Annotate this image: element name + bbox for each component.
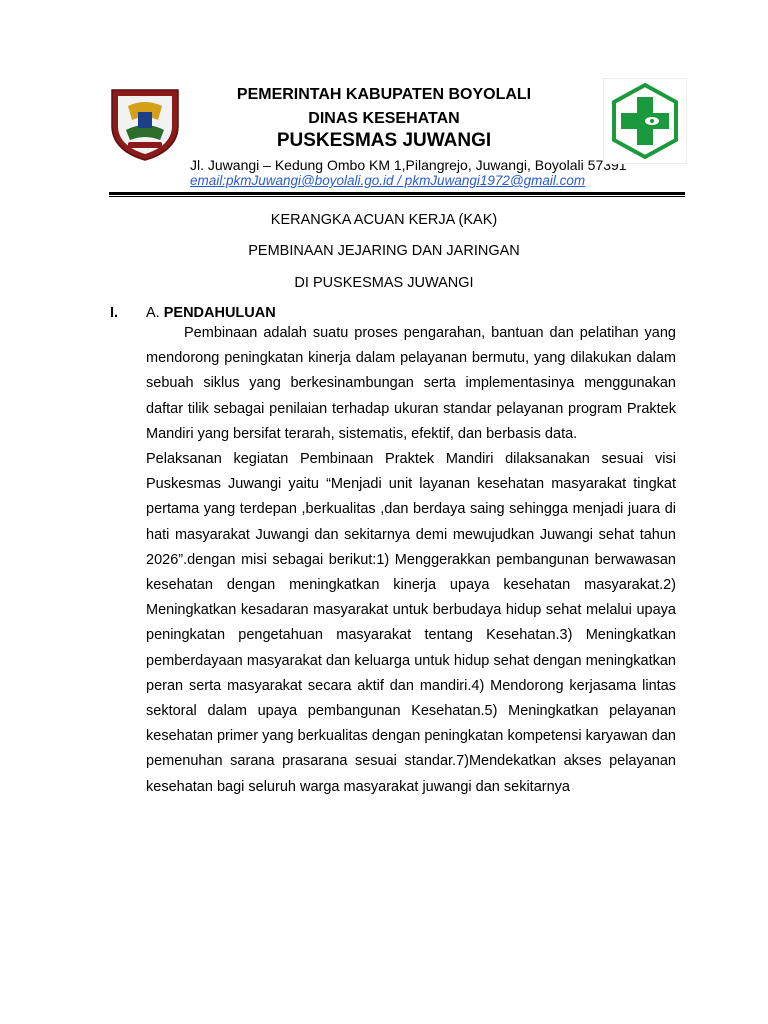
doc-subtitle: PEMBINAAN JEJARING DAN JARINGAN xyxy=(248,243,520,259)
letterhead-department: DINAS KESEHATAN xyxy=(308,110,460,127)
letterhead-rule-thick xyxy=(109,192,685,195)
section-number: I. xyxy=(110,305,119,321)
puskesmas-logo xyxy=(603,78,687,164)
paragraph-implementation: Pelaksanan kegiatan Pembinaan Praktek Mandiri dilaksanakan sesuai visi Puskesmas Juwangi yaitu “Menjadi unit layanan kesehatan masyarakat tingkat pertama yang terdepan ,berkualitas ,dan berdaya saing sehingga menjadi juara di hati masyarakat Juwangi dan sekitarnya demi mewujudkan Juwangi sehat tahun 2026”.dengan misi sebagai berikut:1) Menggerakkan pembangunan berwawasan kesehatan dengan meningkatkan kinerja upaya kesehatan masyarakat.2) Meningkatkan kesadaran masyarakat untuk berbudaya hidup sehat melalui upaya peningkatan pengetahuan masyarakat tentang Kesehatan.3) Meningkatkan pemberdayaan masyarakat dan keluarga untuk hidup sehat dengan meningkatkan peran serta masyarakat secara aktif dan mandiri.4) Mendorong kerjasama lintas sektoral dalam upaya pembangunan Kesehatan.5) Meningkatkan pelayanan kesehatan primer yang berkualitas dengan peningkatan kompetensi karyawan dan pemenuhan sarana prasarana sesuai standar.7)Mendekatkan akses pelayanan kesehatan bagi seluruh warga masyarakat juwangi dan sekitarnya xyxy=(146,451,676,795)
letterhead-email-link[interactable]: email:pkmJuwangi@boyolali.go.id / pkmJuwangi1972@gmail.com xyxy=(190,173,586,188)
letterhead-address: Jl. Juwangi – Kedung Ombo KM 1,Pilangrejo, Juwangi, Boyolali 57391 xyxy=(190,157,627,173)
section-letter: A. xyxy=(146,305,160,321)
doc-location: DI PUSKESMAS JUWANGI xyxy=(294,275,474,291)
section-heading xyxy=(146,305,276,321)
section-title: PENDAHULUAN xyxy=(163,305,276,321)
letterhead-rule-thin xyxy=(109,196,685,197)
letterhead xyxy=(0,0,768,200)
paragraph-definition: Pembinaan adalah suatu proses pengarahan, bantuan dan pelatihan yang mendorong peningkatan kinerja dalam pelayanan bermutu, yang dilakukan dalam sebuah siklus yang berkesinambungan serta implementasinya menggunakan daftar tilik sebagai penilaian terhadap ukuran standar pelayanan program Praktek Mandiri yang bersifat terarah, sistematis, efektif, dan berbasis data. xyxy=(146,325,676,442)
letterhead-puskesmas: PUSKESMAS JUWANGI xyxy=(276,130,492,151)
doc-title: KERANGKA ACUAN KERJA (KAK) xyxy=(270,212,498,228)
section-body xyxy=(146,321,676,800)
letterhead-government: PEMERINTAH KABUPATEN BOYOLALI xyxy=(236,86,532,103)
